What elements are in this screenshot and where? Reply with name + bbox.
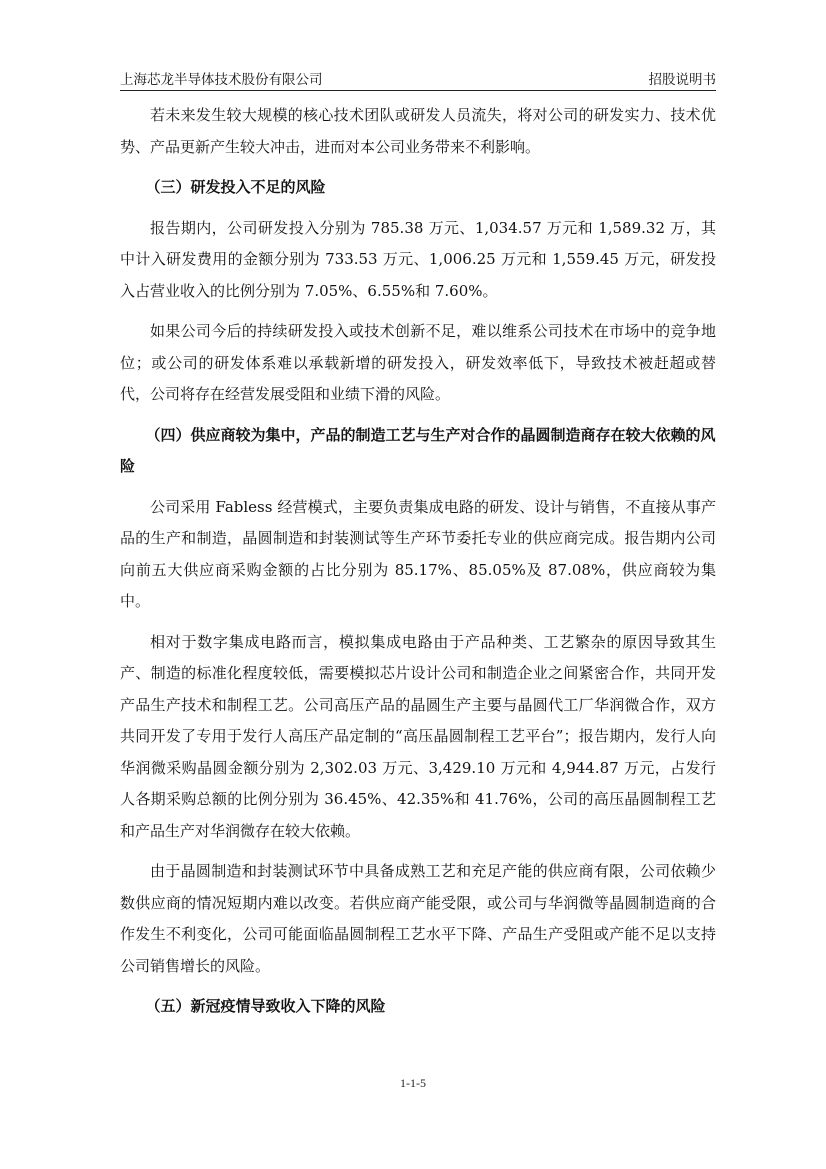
company-name: 上海芯龙半导体技术股份有限公司 bbox=[120, 72, 323, 88]
paragraph: 如果公司今后的持续研发投入或技术创新不足，难以维系公司技术在市场中的竞争地位；或公司的研发体系难以承载新增的研发投入，研发效率低下，导致技术被赶超或替代，公司将存在经营发展受阻和业绩下滑的风险。 bbox=[120, 322, 716, 403]
section-heading: （三）研发投入不足的风险 bbox=[145, 178, 326, 196]
page-header bbox=[120, 66, 716, 88]
paragraph: 报告期内，公司研发投入分别为 785.38 万元、1,034.57 万元和 1,589.32 万，其中计入研发费用的金额分别为 733.53 万元、1,006.25 万元和 1,559.45 万元，研发投入占营业收入的比例分别为 7.05%、6.55%和 7.60%。 bbox=[120, 218, 717, 300]
paragraph: 若未来发生较大规模的核心技术团队或研发人员流失，将对公司的研发实力、技术优势、产品更新产生较大冲击，进而对本公司业务带来不利影响。 bbox=[120, 106, 716, 156]
header-divider bbox=[120, 90, 716, 91]
section-heading: （五）新冠疫情导致收入下降的风险 bbox=[145, 997, 386, 1015]
page-number: 1-1-5 bbox=[400, 1076, 426, 1090]
document-type: 招股说明书 bbox=[648, 72, 716, 88]
paragraph: 由于晶圆制造和封装测试环节中具备成熟工艺和充足产能的供应商有限，公司依赖少数供应商的情况短期内难以改变。若供应商产能受限，或公司与华润微等晶圆制造商的合作发生不利变化，公司可能面临晶圆制程工艺水平下降、产品生产受阻或产能不足以支持公司销售增长的风险。 bbox=[120, 862, 716, 975]
paragraph: 公司采用 Fabless 经营模式，主要负责集成电路的研发、设计与销售，不直接从事产品的生产和制造，晶圆制造和封装测试等生产环节委托专业的供应商完成。报告期内公司向前五大供应商采购金额的占比分别为 85.17%、85.05%及 87.08%，供应商较为集中。 bbox=[120, 497, 716, 610]
section-heading: （四）供应商较为集中，产品的制造工艺与生产对合作的晶圆制造商存在较大依赖的风险 bbox=[120, 425, 716, 475]
document-body bbox=[120, 100, 716, 1032]
paragraph: 相对于数字集成电路而言，模拟集成电路由于产品种类、工艺繁杂的原因导致其生产、制造的标准化程度较低，需要模拟芯片设计公司和制造企业之间紧密合作，共同开发产品生产技术和制程工艺。公司高压产品的晶圆生产主要与晶圆代工厂华润微合作，双方共同开发了专用于发行人高压产品定制的“高压晶圆制程工艺平台”；报告期内，发行人向华润微采购晶圆金额分别为 2,302.03 万元、3,429.10 万元和 4,944.87 万元，占发行人各期采购总额的比例分别为 36.45%、42.35%和 41.76%，公司的高压晶圆制程工艺和产品生产对华润微存在较大依赖。 bbox=[120, 632, 716, 840]
